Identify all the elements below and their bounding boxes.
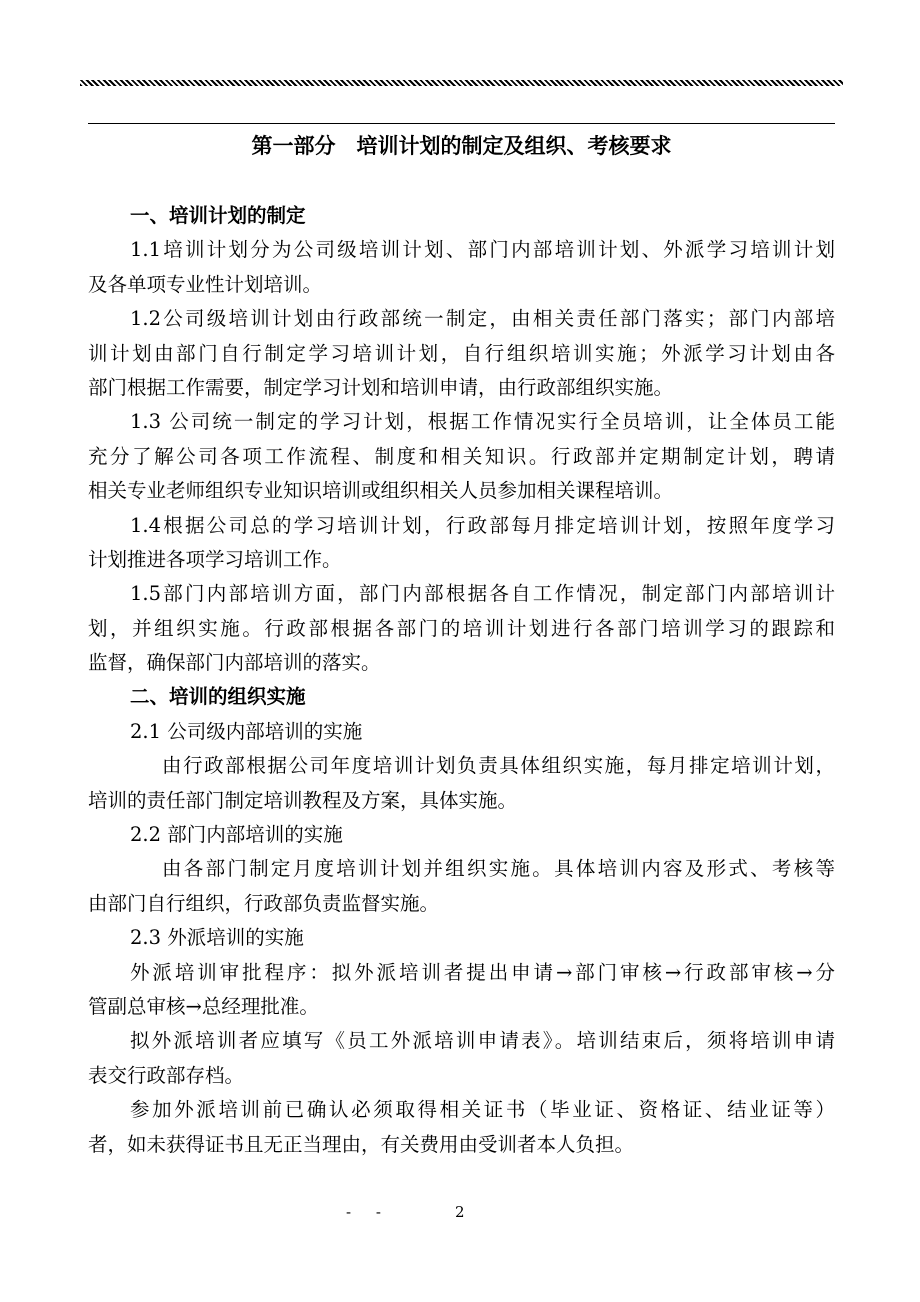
paragraph-line: 培训的责任部门制定培训教程及方案，具体实施。 — [88, 788, 518, 812]
paragraph-line: 拟外派培训者应填写《员工外派培训申请表》。培训结束后，须将培训申请 — [130, 1029, 835, 1053]
paragraph-line: 1.1培训计划分为公司级培训计划、部门内部培训计划、外派学习培训计划 — [130, 238, 835, 262]
paragraph-line: 相关专业老师组织专业知识培训或组织相关人员参加相关课程培训。 — [88, 479, 674, 503]
paragraph-line: 由部门自行组织，行政部负责监督实施。 — [88, 891, 440, 915]
paragraph-line: 划，并组织实施。行政部根据各部门的培训计划进行各部门培训学习的跟踪和 — [88, 616, 835, 640]
document-body — [88, 199, 835, 1162]
paragraph-line: 1.2公司级培训计划由行政部统一制定，由相关责任部门落实；部门内部培 — [130, 307, 835, 331]
paragraph-line: 管副总审核→总经理批准。 — [88, 994, 319, 1018]
paragraph-line: 由行政部根据公司年度培训计划负责具体组织实施，每月排定培训计划， — [162, 754, 835, 778]
paragraph-line: 者，如未获得证书且无正当理由，有关费用由受训者本人负担。 — [88, 1132, 635, 1156]
paragraph-line: 1.3 公司统一制定的学习计划，根据工作情况实行全员培训，让全体员工能 — [130, 410, 835, 434]
paragraph-line: 表交行政部存档。 — [88, 1063, 245, 1087]
paragraph-line: 训计划由部门自行制定学习培训计划，自行组织培训实施；外派学习计划由各 — [88, 341, 835, 365]
section-heading: 一、培训计划的制定 — [130, 204, 306, 227]
paragraph-line: 参加外派培训前已确认必须取得相关证书（毕业证、资格证、结业证等） — [130, 1098, 835, 1122]
page-title: 第一部分 培训计划的制定及组织、考核要求 — [251, 133, 672, 158]
paragraph-line: 由各部门制定月度培训计划并组织实施。具体培训内容及形式、考核等 — [162, 857, 835, 881]
paragraph-line: 监督，确保部门内部培训的落实。 — [88, 651, 381, 675]
paragraph-line: 计划推进各项学习培训工作。 — [88, 547, 342, 571]
paragraph-line: 部门根据工作需要，制定学习计划和培训申请，由行政部组织实施。 — [88, 375, 674, 399]
header-rule — [88, 123, 835, 124]
paragraph-line: 及各单项专业性计划培训。 — [88, 272, 323, 296]
section-heading: 二、培训的组织实施 — [130, 685, 306, 709]
paragraph-line: 充分了解公司各项工作流程、制度和相关知识。行政部并定期制定计划，聘请 — [88, 444, 835, 468]
subsection-title: 2.3 外派培训的实施 — [130, 926, 304, 950]
footer-dashes: - - — [346, 1203, 391, 1221]
subsection-title: 2.1 公司级内部培训的实施 — [130, 719, 363, 743]
header-decorative-band — [80, 80, 843, 86]
paragraph-line: 外派培训审批程序：拟外派培训者提出申请→部门审核→行政部审核→分 — [130, 960, 835, 984]
page-footer — [0, 1203, 920, 1227]
subsection-title: 2.2 部门内部培训的实施 — [130, 823, 343, 847]
page-number: 2 — [455, 1203, 465, 1221]
paragraph-line: 1.5部门内部培训方面，部门内部根据各自工作情况，制定部门内部培训计 — [130, 582, 835, 606]
paragraph-line: 1.4根据公司总的学习培训计划，行政部每月排定培训计划，按照年度学习 — [130, 513, 835, 537]
